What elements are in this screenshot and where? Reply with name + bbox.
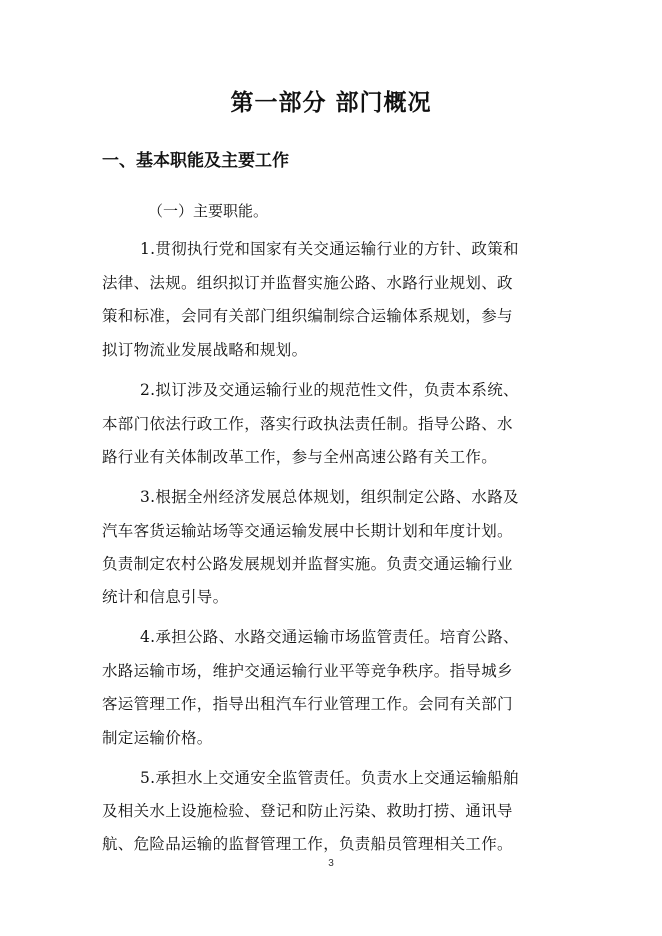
paragraph-4-line-1: 4.承担公路、水路交通运输市场监管责任。培育公路、 bbox=[140, 628, 519, 646]
paragraph-2-line-3: 路行业有关体制改革工作，参与全州高速公路有关工作。 bbox=[102, 448, 498, 466]
paragraph-4-line-2: 水路运输市场，维护交通运输行业平等竞争秩序。指导城乡 bbox=[102, 662, 513, 680]
paragraph-3-line-1: 3.根据全州经济发展总体规划，组织制定公路、水路及 bbox=[140, 488, 519, 506]
paragraph-1-line-1: 1.贯彻执行党和国家有关交通运输行业的方针、政策和 bbox=[140, 240, 519, 258]
paragraph-3-line-4: 统计和信息引导。 bbox=[102, 588, 229, 606]
section-heading: 一、基本职能及主要工作 bbox=[102, 151, 289, 171]
page-title: 第一部分 部门概况 bbox=[230, 90, 432, 116]
paragraph-5-line-2: 及相关水上设施检验、登记和防止污染、救助打捞、通讯导 bbox=[102, 802, 513, 820]
subsection-heading: （一）主要职能。 bbox=[148, 202, 269, 220]
paragraph-1-line-2: 法律、法规。组织拟订并监督实施公路、水路行业规划、政 bbox=[102, 274, 513, 292]
paragraph-5-line-3: 航、危险品运输的监督管理工作，负责船员管理相关工作。 bbox=[102, 835, 513, 853]
paragraph-1-line-3: 策和标准，会同有关部门组织编制综合运输体系规划，参与 bbox=[102, 307, 513, 325]
paragraph-4-line-3: 客运管理工作，指导出租汽车行业管理工作。会同有关部门 bbox=[102, 695, 513, 713]
paragraph-3-line-2: 汽车客货运输站场等交通运输发展中长期计划和年度计划。 bbox=[102, 522, 513, 540]
paragraph-3-line-3: 负责制定农村公路发展规划并监督实施。负责交通运输行业 bbox=[102, 555, 513, 573]
paragraph-5-line-1: 5.承担水上交通安全监管责任。负责水上交通运输船舶 bbox=[140, 769, 519, 787]
paragraph-2-line-2: 本部门依法行政工作，落实行政执法责任制。指导公路、水 bbox=[102, 415, 513, 433]
page-number: 3 bbox=[328, 858, 334, 869]
paragraph-2-line-1: 2.拟订涉及交通运输行业的规范性文件，负责本系统、 bbox=[140, 381, 519, 399]
paragraph-1-line-4: 拟订物流业发展战略和规划。 bbox=[102, 341, 308, 359]
paragraph-4-line-4: 制定运输价格。 bbox=[102, 729, 213, 747]
